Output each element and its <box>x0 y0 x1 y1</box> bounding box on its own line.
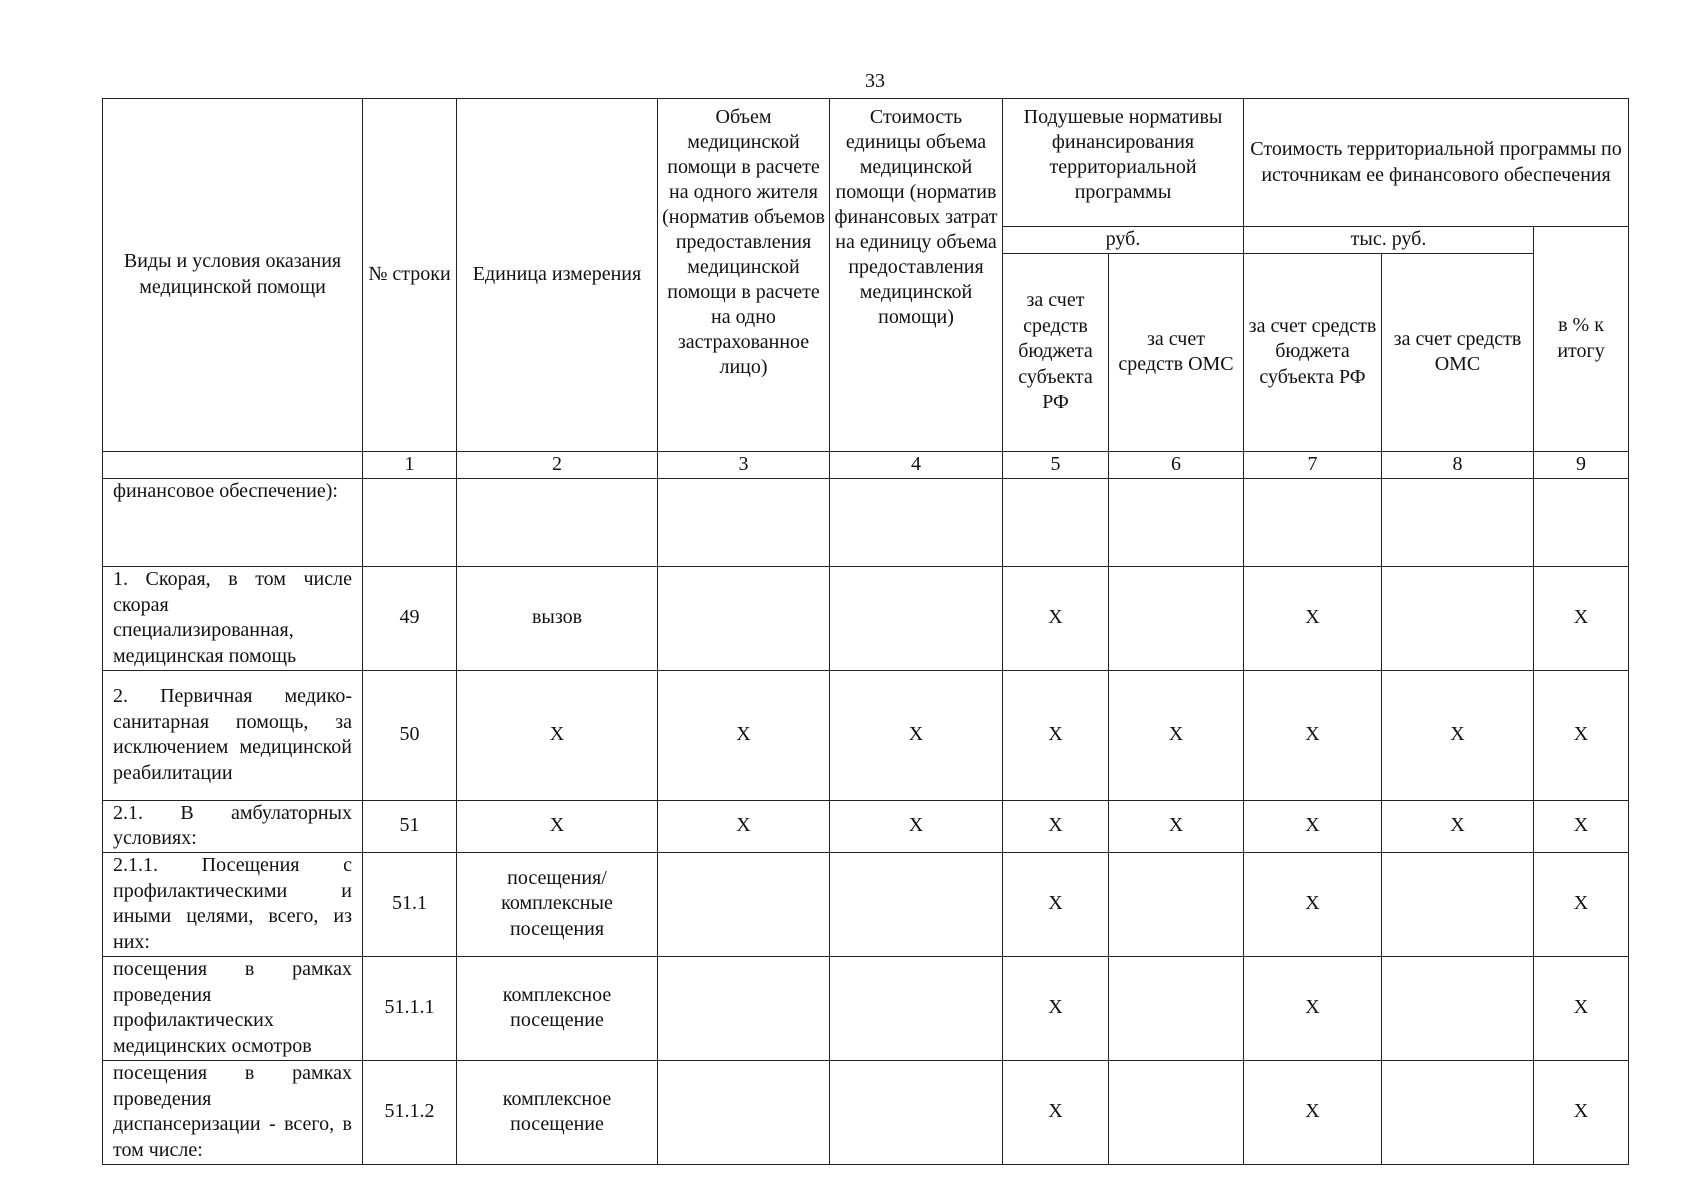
row-c3 <box>658 478 830 566</box>
header-cost: Стоимость единицы объема медицинской помощи (норматив финансовых затрат на единицу объема предоставления медицинской помощи) <box>830 99 1003 452</box>
row-c7: X <box>1244 852 1382 956</box>
page-number: 33 <box>865 70 885 92</box>
row-c6 <box>1109 852 1244 956</box>
row-c5: X <box>1003 852 1109 956</box>
row-c7: X <box>1244 800 1382 852</box>
header-per-capita: Подушевые нормативы финансирования территориальной программы <box>1003 99 1244 227</box>
header-budget-7: за счет средств бюджета субъекта РФ <box>1244 253 1382 451</box>
row-unit <box>457 478 658 566</box>
row-c6 <box>1109 956 1244 1060</box>
row-c9: X <box>1534 566 1629 670</box>
header-oms-6: за счет средств ОМС <box>1109 253 1244 451</box>
financing-table <box>102 98 1629 1165</box>
row-unit: вызов <box>457 566 658 670</box>
row-unit: X <box>457 800 658 852</box>
table-row <box>103 852 1629 956</box>
header-unit-thousand-rub: тыс. руб. <box>1244 227 1534 254</box>
row-c6 <box>1109 478 1244 566</box>
column-numbers-row <box>103 451 1629 478</box>
row-number: 49 <box>363 566 457 670</box>
row-c4: X <box>830 800 1003 852</box>
row-unit: посещения/ комплексные посещения <box>457 852 658 956</box>
header-volume: Объем медицинской помощи в расчете на одного жителя (норматив объемов предоставления медицинской помощи в расчете на одно застрахованное лицо) <box>658 99 830 452</box>
row-c8 <box>1382 956 1534 1060</box>
column-number: 4 <box>830 451 1003 478</box>
row-c8 <box>1382 478 1534 566</box>
row-number: 51.1.2 <box>363 1060 457 1164</box>
table-row <box>103 478 1629 566</box>
row-c9 <box>1534 478 1629 566</box>
row-c7: X <box>1244 956 1382 1060</box>
column-number: 7 <box>1244 451 1382 478</box>
row-c6 <box>1109 1060 1244 1164</box>
row-c4 <box>830 478 1003 566</box>
row-c3: X <box>658 800 830 852</box>
row-c4 <box>830 956 1003 1060</box>
row-c4 <box>830 852 1003 956</box>
row-c4 <box>830 1060 1003 1164</box>
row-c9: X <box>1534 670 1629 800</box>
row-c3 <box>658 1060 830 1164</box>
column-number: 9 <box>1534 451 1629 478</box>
row-c8 <box>1382 566 1534 670</box>
header-program-cost: Стоимость территориальной программы по источникам ее финансового обеспечения <box>1244 99 1629 227</box>
table-row <box>103 956 1629 1060</box>
row-c7: X <box>1244 566 1382 670</box>
row-c6: X <box>1109 670 1244 800</box>
row-label: посещения в рамках проведения диспансеризации - всего, в том числе: <box>103 1060 363 1164</box>
table-row <box>103 1060 1629 1164</box>
row-c6: X <box>1109 800 1244 852</box>
row-label: посещения в рамках проведения профилактических медицинских осмотров <box>103 956 363 1060</box>
row-c9: X <box>1534 1060 1629 1164</box>
table-row <box>103 566 1629 670</box>
header-row-no: № строки <box>363 99 457 452</box>
header-unit: Единица измерения <box>457 99 658 452</box>
row-label: 1. Скорая, в том числе скорая специализированная, медицинская помощь <box>103 566 363 670</box>
column-number: 3 <box>658 451 830 478</box>
column-number: 1 <box>363 451 457 478</box>
row-c8 <box>1382 1060 1534 1164</box>
row-number: 51.1.1 <box>363 956 457 1060</box>
row-c8: X <box>1382 670 1534 800</box>
row-label: 2.1.1. Посещения с профилактическими и иными целями, всего, из них: <box>103 852 363 956</box>
row-unit: комплексное посещение <box>457 956 658 1060</box>
header-percent: в % к итогу <box>1534 227 1629 452</box>
row-number: 51.1 <box>363 852 457 956</box>
table-row <box>103 670 1629 800</box>
table-row <box>103 800 1629 852</box>
row-c4: X <box>830 670 1003 800</box>
row-c9: X <box>1534 800 1629 852</box>
row-unit: комплексное посещение <box>457 1060 658 1164</box>
row-label: финансовое обеспечение): <box>103 478 363 566</box>
row-c6 <box>1109 566 1244 670</box>
row-c7 <box>1244 478 1382 566</box>
row-label: 2. Первичная медико-санитарная помощь, за исключением медицинской реабилитации <box>103 670 363 800</box>
column-number: 8 <box>1382 451 1534 478</box>
row-c3: X <box>658 670 830 800</box>
row-unit: X <box>457 670 658 800</box>
row-number: 50 <box>363 670 457 800</box>
row-c8 <box>1382 852 1534 956</box>
row-c7: X <box>1244 670 1382 800</box>
row-c4 <box>830 566 1003 670</box>
row-number <box>363 478 457 566</box>
row-c9: X <box>1534 852 1629 956</box>
column-number <box>103 451 363 478</box>
row-c9: X <box>1534 956 1629 1060</box>
header-oms-8: за счет средств ОМС <box>1382 253 1534 451</box>
row-c3 <box>658 956 830 1060</box>
row-label: 2.1. В амбулаторных условиях: <box>103 800 363 852</box>
row-c5: X <box>1003 670 1109 800</box>
row-c5 <box>1003 478 1109 566</box>
row-c3 <box>658 852 830 956</box>
row-c5: X <box>1003 1060 1109 1164</box>
header-row-1 <box>103 99 1629 227</box>
column-number: 5 <box>1003 451 1109 478</box>
column-number: 2 <box>457 451 658 478</box>
header-budget-5: за счет средств бюджета субъекта РФ <box>1003 253 1109 451</box>
row-c3 <box>658 566 830 670</box>
row-c7: X <box>1244 1060 1382 1164</box>
header-types: Виды и условия оказания медицинской помощи <box>103 99 363 452</box>
row-c8: X <box>1382 800 1534 852</box>
row-c5: X <box>1003 956 1109 1060</box>
header-unit-rub: руб. <box>1003 227 1244 254</box>
row-c5: X <box>1003 566 1109 670</box>
row-c5: X <box>1003 800 1109 852</box>
column-number: 6 <box>1109 451 1244 478</box>
row-number: 51 <box>363 800 457 852</box>
